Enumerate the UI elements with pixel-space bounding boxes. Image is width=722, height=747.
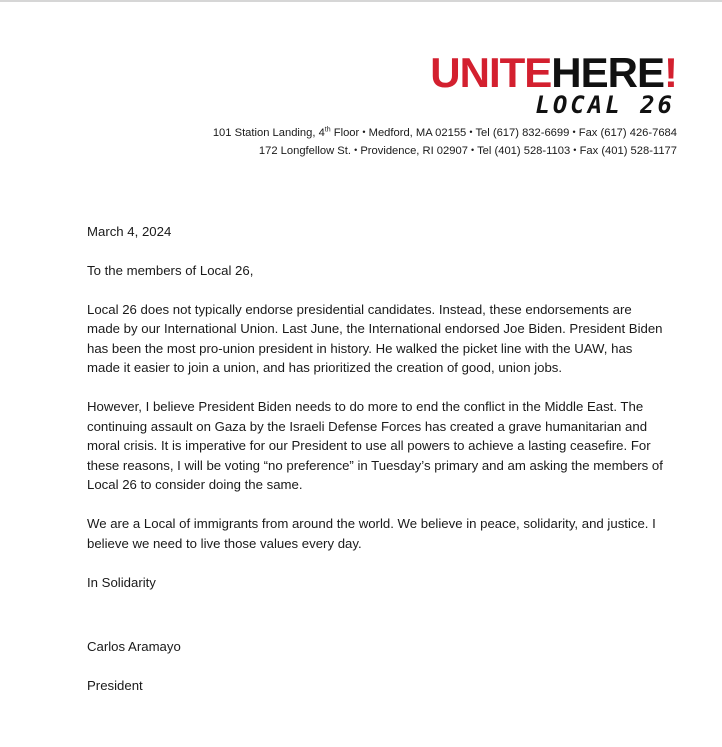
providence-fax: Fax (401) 528-1177 (579, 145, 677, 157)
floor-label: Floor (330, 127, 360, 139)
top-border (0, 0, 722, 2)
floor-suffix: th (324, 126, 331, 134)
medford-city: Medford, MA 02155 (368, 127, 467, 139)
letter-body (87, 222, 667, 715)
medford-tel: Tel (617) 832-6699 (475, 127, 570, 139)
bullet-separator: • (573, 145, 577, 155)
providence-street: 172 Longfellow St. (258, 145, 351, 157)
logo-wordmark (430, 49, 677, 96)
paragraph-ceasefire: However, I believe President Biden needs to do more to end the conflict in the Middle East. The continuing assault on Gaza by the Israeli Defense Forces has created a grave humanitarian and moral crisis. It is imperative for our President to use all powers to achieve a lasting ceasefire. For these reasons, I will be voting “no preference” in Tuesday’s primary and am asking the members of Local 26 to consider doing the same. (87, 399, 663, 492)
logo-unite: UNITE (430, 49, 552, 96)
medford-fax: Fax (617) 426-7684 (578, 127, 677, 139)
providence-city: Providence, RI 02907 (360, 145, 468, 157)
paragraph-values: We are a Local of immigrants from around the world. We believe in peace, solidarity, and justice. I believe we need to live those values every day. (87, 516, 656, 551)
logo-local-number: LOCAL 26 (535, 91, 675, 119)
letter-date: March 4, 2024 (87, 224, 172, 239)
medford-street: 101 Station Landing, 4 (212, 127, 325, 139)
paragraph-endorsement: Local 26 does not typically endorse presidential candidates. Instead, these endorsements are made by our International Union. Last June, the International endorsed Joe Biden. President Biden has been the most pro-union president in history. He walked the picket line with the UAW, has made it easier to join a union, and has prioritized the creation of good, union jobs. (87, 301, 663, 375)
logo-exclamation: ! (664, 49, 677, 96)
address-line-providence (213, 142, 677, 160)
bullet-separator: • (354, 145, 358, 155)
salutation: To the members of Local 26, (87, 262, 254, 278)
union-logo (430, 49, 677, 119)
bullet-separator: • (469, 127, 473, 137)
address-line-medford (213, 124, 677, 142)
address-block (213, 124, 677, 160)
bullet-separator: • (362, 127, 366, 137)
signature-title: President (87, 678, 143, 693)
bullet-separator: • (572, 127, 576, 137)
signature-name: Carlos Aramayo (87, 639, 181, 654)
providence-tel: Tel (401) 528-1103 (477, 145, 571, 157)
closing: In Solidarity (87, 574, 156, 590)
bullet-separator: • (471, 145, 475, 155)
logo-here: HERE (551, 49, 664, 96)
